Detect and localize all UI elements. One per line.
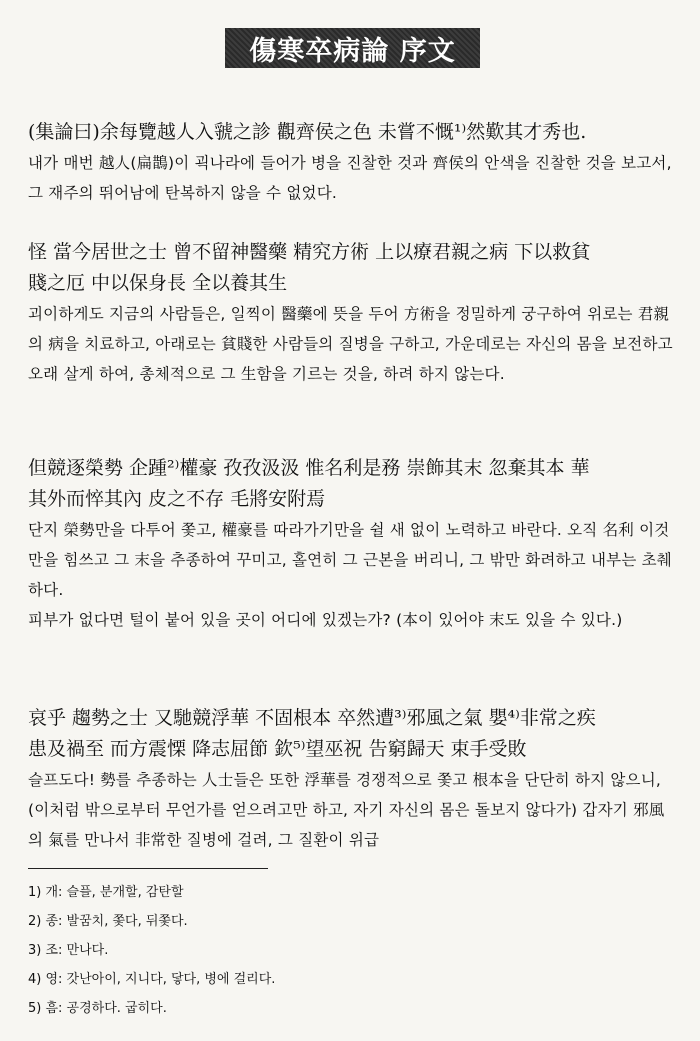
hanja-line: 其外而悴其內 皮之不存 毛將安附焉 (28, 488, 326, 510)
korean-paragraph: 피부가 없다면 털이 붙어 있을 곳이 어디에 있겠는가? (本이 있어야 末도 있을 수 있다.) (28, 611, 623, 629)
hanja-line: 怪 當今居世之士 曾不留神醫藥 精究方術 上以療君親之病 下以救貧 (28, 241, 591, 263)
korean-paragraph: 슬프도다! 勢를 추종하는 人士들은 또한 浮華를 경쟁적으로 쫓고 根本을 단단히 하지 않으니, (이처럼 밖으로부터 무언가를 얻으려고만 하고, 자기 자신의 몸은 돌보지 않다가) 갑자기 邪風의 氣를 만나서 非常한 질병에 걸려, 그 질환이 위급 (28, 771, 665, 849)
footnote-item: 3) 조: 만나다. (28, 943, 109, 958)
footnote-item: 4) 영: 갓난아이, 지니다, 닿다, 병에 걸리다. (28, 972, 276, 987)
korean-paragraph: 괴이하게도 지금의 사람들은, 일찍이 醫藥에 뜻을 두어 方術을 정밀하게 궁구하여 위로는 君親의 病을 치료하고, 아래로는 貧賤한 사람들의 질병을 구하고, 가운데로는 자신의 몸을 보전하고 오래 살게 하여, 총체적으로 그 生함을 기르는 것을, 하려 하지 않는다. (28, 305, 673, 383)
korean-paragraph: 단지 榮勢만을 다투어 쫓고, 權豪를 따라가기만을 쉴 새 없이 노력하고 바란다. 오직 名利 이것만을 힘쓰고 그 末을 추종하여 꾸미고, 홀연히 그 근본을 버리니, 그 밖만 화려하고 내부는 초췌하다. (28, 521, 672, 599)
hanja-line: 患及禍至 而方震慄 降志屈節 欽⁵⁾望巫祝 告窮歸天 束手受敗 (28, 738, 527, 760)
hanja-line: 賤之厄 中以保身長 全以養其生 (28, 272, 288, 294)
section-3 (28, 453, 678, 635)
footnote-item: 5) 흠: 공경하다. 굽히다. (28, 1001, 167, 1016)
korean-translation (28, 148, 678, 208)
korean-paragraph: 내가 매번 越人(扁鵲)이 괵나라에 들어가 병을 진찰한 것과 齊侯의 안색을 진찰한 것을 보고서, 그 재주의 뛰어남에 탄복하지 않을 수 없었다. (28, 154, 672, 202)
section-2 (28, 237, 678, 389)
footnotes (28, 878, 628, 1023)
footnote-item: 2) 종: 발꿈치, 쫓다, 뒤쫓다. (28, 914, 188, 929)
hanja-line: (集論曰)余每覽越人入虢之診 觀齊侯之色 未嘗不慨¹⁾然歎其才秀也. (28, 121, 587, 143)
hanja-line: 哀乎 趨勢之士 又馳競浮華 不固根本 卒然遭³⁾邪風之氣 嬰⁴⁾非常之疾 (28, 707, 596, 729)
document-title: 傷寒卒病論 序文 (225, 28, 480, 68)
korean-translation (28, 765, 678, 855)
korean-translation (28, 299, 678, 389)
section-4 (28, 703, 678, 855)
section-1 (28, 117, 678, 208)
korean-translation (28, 515, 678, 635)
footnote-item: 1) 개: 슬플, 분개할, 감탄할 (28, 885, 184, 900)
footnote-divider (28, 868, 268, 869)
hanja-line: 但競逐榮勢 企踵²⁾權豪 孜孜汲汲 惟名利是務 崇飾其末 忽棄其本 華 (28, 457, 590, 479)
